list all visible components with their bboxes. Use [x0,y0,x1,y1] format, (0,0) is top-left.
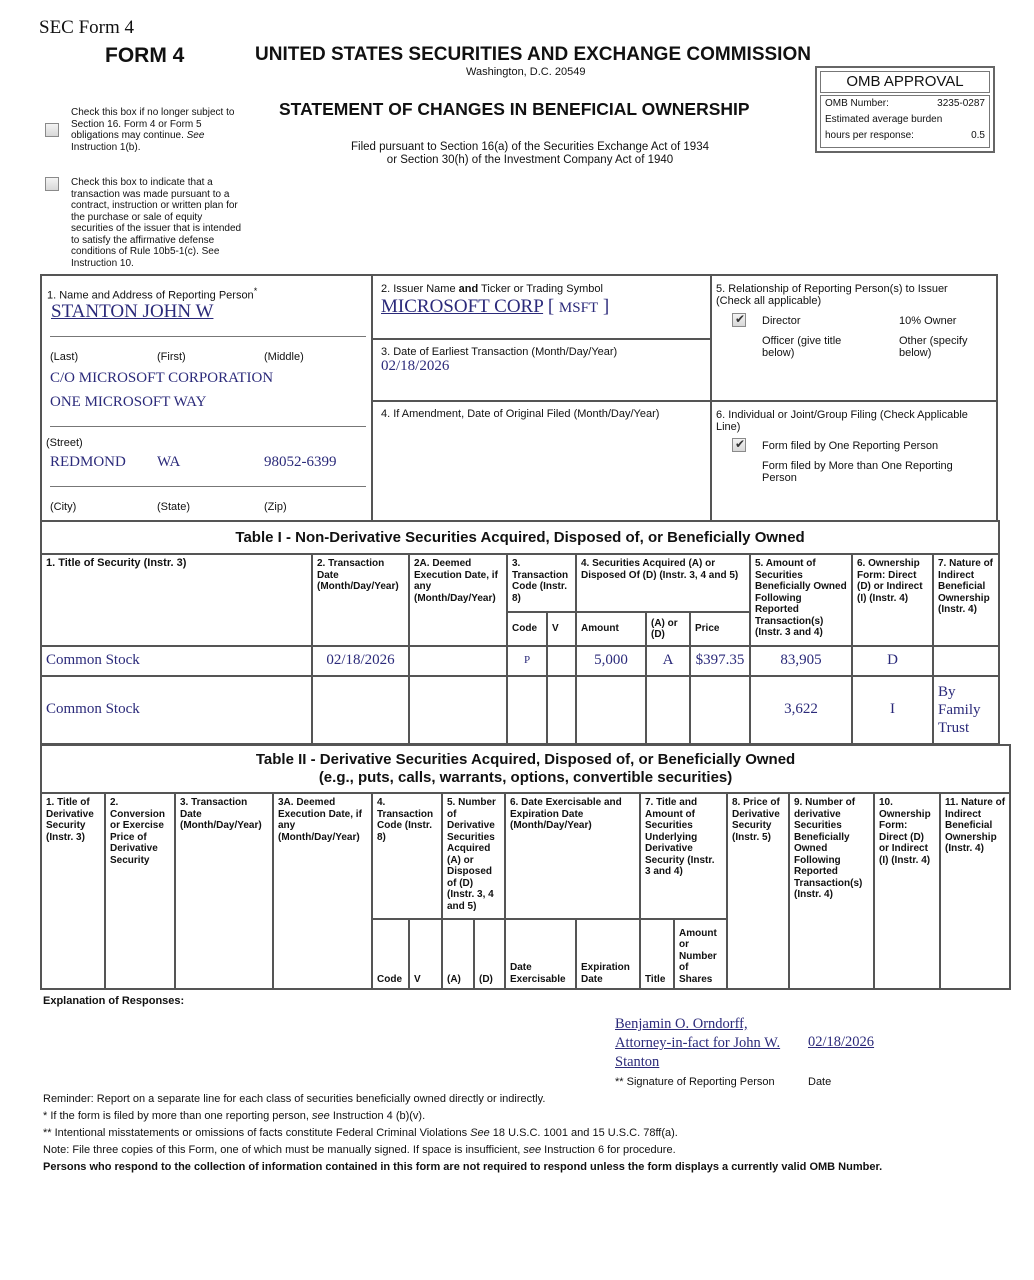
director-label: Director [762,315,801,327]
header-expiration-date: Expiration Date [576,919,640,989]
header-derivative-title: 1. Title of Derivative Security (Instr. 3) [41,793,105,989]
omb-hours-label: hours per response: [825,130,914,141]
header-number-derivative-owned: 9. Number of derivative Securities Beneficially Owned Following Reported Transaction(s) (Instr. 4) [789,793,874,989]
transaction-code: P [507,646,547,676]
price: $397.35 [690,646,750,676]
note-text: 18 U.S.C. 1001 and 15 U.S.C. 78ff(a). [489,1127,678,1139]
header-price-derivative: 8. Price of Derivative Security (Instr. 5) [727,793,789,989]
note-copies [43,1144,676,1156]
header-d: (D) [474,919,505,989]
box3-label: 3. Date of Earliest Transaction (Month/Day/Year) [381,346,618,358]
issuer-name-link[interactable]: MICROSOFT CORP [381,296,544,317]
security-title: Common Stock [41,676,312,744]
note-text: Instruction 6 for procedure. [541,1144,676,1156]
box4-label: 4. If Amendment, Date of Original Filed (Month/Day/Year) [381,408,660,420]
header-transaction-code: 4. Transaction Code (Instr. 8) [372,793,442,919]
ticker-symbol: MSFT [558,300,599,316]
table1-non-derivative [40,520,1000,745]
header-a-or-d: (A) or (D) [646,612,690,646]
one-reporting-person-label: Form filed by One Reporting Person [762,440,939,452]
box6-filing-type [710,400,998,522]
note-see: see [312,1110,330,1122]
signature-date: 02/18/2026 [808,1034,875,1050]
table2-derivative [40,744,1011,990]
header-date-exercisable-expiration: 6. Date Exercisable and Expiration Date (Month/Day/Year) [505,793,640,919]
box3-earliest-transaction [371,338,712,402]
header-date-exercisable: Date Exercisable [505,919,576,989]
table1-title-row [41,521,999,554]
note-misstatements [43,1127,678,1139]
header-securities-acquired-disposed: 4. Securities Acquired (A) or Disposed Of (D) (Instr. 3, 4 and 5) [576,554,750,612]
table-row [41,676,999,744]
agency-title: UNITED STATES SECURITIES AND EXCHANGE COMMISSION [255,44,811,65]
note-text: Note: File three copies of this Form, one of which must be manually signed. If space is insufficient, [43,1144,524,1156]
reminder-note: Reminder: Report on a separate line for each class of securities beneficially owned directly or indirectly. [43,1093,546,1105]
header-underlying-amount: Amount or Number of Shares [674,919,727,989]
note-multiple-persons [43,1110,425,1122]
note-text: ** Intentional misstatements or omissions of facts constitute Federal Criminal Violations [43,1127,471,1139]
label-text: Check this box if no longer subject to Section 16. Form 4 or Form 5 obligations may continue. [71,107,235,141]
omb-burden-label: Estimated average burden [825,114,943,125]
price [690,676,750,744]
nature-indirect: By Family Trust [933,676,999,744]
omb-number-value: 3235-0287 [937,98,985,109]
box2-issuer [371,274,712,340]
box5-label-2: (Check all applicable) [716,295,822,307]
note-text: * If the form is filed by more than one reporting person, [43,1110,313,1122]
earliest-transaction-date: 02/18/2026 [381,358,450,374]
table1-header-row [41,554,999,612]
city-value: REDMOND [50,454,126,470]
filed-line-1: Filed pursuant to Section 16(a) of the Securities Exchange Act of 1934 [351,141,709,153]
transaction-v [547,646,576,676]
omb-number-label: OMB Number: [825,98,889,109]
table1-title: Table I - Non-Derivative Securities Acquired, Disposed of, or Beneficially Owned [41,521,999,554]
ownership-form: D [852,646,933,676]
street-line-1: C/O MICROSOFT CORPORATION [50,370,274,386]
city-label: (City) [50,501,77,513]
label-see: See [186,130,205,141]
label-and: and [458,283,479,295]
header-transaction-code: 3. Transaction Code (Instr. 8) [507,554,576,612]
header-transaction-date: 3. Transaction Date (Month/Day/Year) [175,793,273,989]
ownership-form: I [852,676,933,744]
header-ownership-form: 6. Ownership Form: Direct (D) or Indirect (I) (Instr. 4) [852,554,933,646]
statement-title: STATEMENT OF CHANGES IN BENEFICIAL OWNERSHIP [279,99,750,119]
transaction-date: 02/18/2026 [312,646,409,676]
header-title-of-security: 1. Title of Security (Instr. 3) [41,554,312,646]
box1-label [47,285,257,302]
table2-title-line-2: (e.g., puts, calls, warrants, options, convertible securities) [318,769,733,786]
box5-relationship [710,274,998,402]
box1-reporting-person [40,274,373,522]
note-see: see [523,1144,542,1156]
transaction-date [312,676,409,744]
header-title-amount-underlying: 7. Title and Amount of Securities Underlying Derivative Security (Instr. 3 and 4) [640,793,727,919]
header-ownership-form: 10. Ownership Form: Direct (D) or Indirect (I) (Instr. 4) [874,793,940,989]
more-reporting-persons-label: Form filed by More than One Reporting Person [762,460,953,484]
header-v: V [409,919,442,989]
security-title: Common Stock [41,646,312,676]
form-number: FORM 4 [105,44,185,67]
signature-label: ** Signature of Reporting Person [615,1076,775,1088]
header-code: Code [372,919,409,989]
header-transaction-date: 2. Transaction Date (Month/Day/Year) [312,554,409,646]
middle-label: (Middle) [264,351,304,363]
amount [576,676,646,744]
label-text: 1. Name and Address of Reporting Person [47,289,254,302]
state-label: (State) [157,501,191,513]
label-text: 2. Issuer Name [381,283,459,295]
header-v: V [547,612,576,646]
no-longer-subject-label [71,107,251,153]
divider [50,426,366,427]
box6-label: 6. Individual or Joint/Group Filing (Check Applicable Line) [716,409,968,433]
ten-percent-owner-label: 10% Owner [899,315,957,327]
deemed-date [409,676,507,744]
rule-10b5-1-checkbox[interactable] [45,177,59,191]
street-label: (Street) [46,437,83,449]
street-line-2: ONE MICROSOFT WAY [50,394,207,410]
header-underlying-title: Title [640,919,674,989]
header-number-derivative: 5. Number of Derivative Securities Acquired (A) or Disposed of (D) (Instr. 3, 4 and 5) [442,793,505,919]
box4-amendment [371,400,712,522]
table2-title-line-1: Table II - Derivative Securities Acquired, Disposed of, or Beneficially Owned [255,751,796,768]
omb-notice: Persons who respond to the collection of information contained in this form are not required to respond unless the form displays a currently valid OMB Number. [43,1161,883,1173]
transaction-code [507,676,547,744]
explanation-label: Explanation of Responses: [43,995,185,1007]
header-amount-owned-following: 5. Amount of Securities Beneficially Owned Following Reported Transaction(s) (Instr. 3 and 4) [750,554,852,646]
header-nature-indirect: 7. Nature of Indirect Beneficial Ownership (Instr. 4) [933,554,999,646]
amount-owned: 83,905 [750,646,852,676]
header-deemed-execution-date: 3A. Deemed Execution Date, if any (Month/Day/Year) [273,793,372,989]
omb-details [820,95,990,148]
first-label: (First) [157,351,186,363]
asterisk: * [253,286,258,296]
one-reporting-person-checkbox[interactable] [732,438,746,452]
label-text: Ticker or Trading Symbol [478,283,603,295]
amount-owned: 3,622 [750,676,852,744]
sec-form-label: SEC Form 4 [39,17,135,38]
divider [50,486,366,487]
header-code: Code [507,612,547,646]
omb-approval-box [815,66,995,153]
ticker-open: [ [547,296,555,317]
officer-label: Officer (give title below) [762,335,842,359]
box5-label-1: 5. Relationship of Reporting Person(s) to Issuer [716,283,948,295]
rule-10b5-1-label: Check this box to indicate that a transaction was made pursuant to a contract, instruction or written plan for the purchase or sale of equity securities of the issuer that is intended to satisfy the affirmative defense conditions of Rule 10b5-1(c). See Instruction 10. [71,177,242,269]
table2-title [41,745,1010,793]
note-text: Instruction 4 (b)(v). [329,1110,426,1122]
agency-location: Washington, D.C. 20549 [466,66,586,78]
label-text: Instruction 1(b). [71,141,141,153]
acquired-disposed: A [646,646,690,676]
box2-label [381,283,603,295]
table-row [41,646,999,676]
note-see: See [470,1127,490,1139]
other-label: Other (specify below) [899,335,968,359]
date-label: Date [808,1076,832,1088]
table2-title-row [41,745,1010,793]
state-value: WA [157,454,181,470]
omb-title: OMB APPROVAL [820,71,990,93]
last-label: (Last) [50,351,79,363]
header-amount: Amount [576,612,646,646]
filed-line-2: or Section 30(h) of the Investment Company Act of 1940 [386,154,674,166]
filed-pursuant [330,141,730,167]
zip-value: 98052-6399 [264,454,337,470]
header-conversion-price: 2. Conversion or Exercise Price of Derivative Security [105,793,175,989]
header-deemed-execution-date: 2A. Deemed Execution Date, if any (Month/Day/Year) [409,554,507,646]
header-nature-indirect: 11. Nature of Indirect Beneficial Ownership (Instr. 4) [940,793,1010,989]
director-checkbox[interactable] [732,313,746,327]
divider [50,336,366,337]
omb-hours-value: 0.5 [971,130,985,141]
transaction-v [547,676,576,744]
table2-header-row [41,793,1010,919]
amount: 5,000 [576,646,646,676]
nature-indirect [933,646,999,676]
header-a: (A) [442,919,474,989]
deemed-date [409,646,507,676]
header-price: Price [690,612,750,646]
ticker-close: ] [602,296,610,317]
issuer-line [381,296,609,318]
signature-name[interactable]: Benjamin O. Orndorff, Attorney-in-fact for John W. Stanton [615,1016,781,1070]
no-longer-subject-checkbox[interactable] [45,123,59,137]
acquired-disposed [646,676,690,744]
zip-label: (Zip) [264,501,287,513]
reporting-person-name[interactable]: STANTON JOHN W [51,301,214,322]
